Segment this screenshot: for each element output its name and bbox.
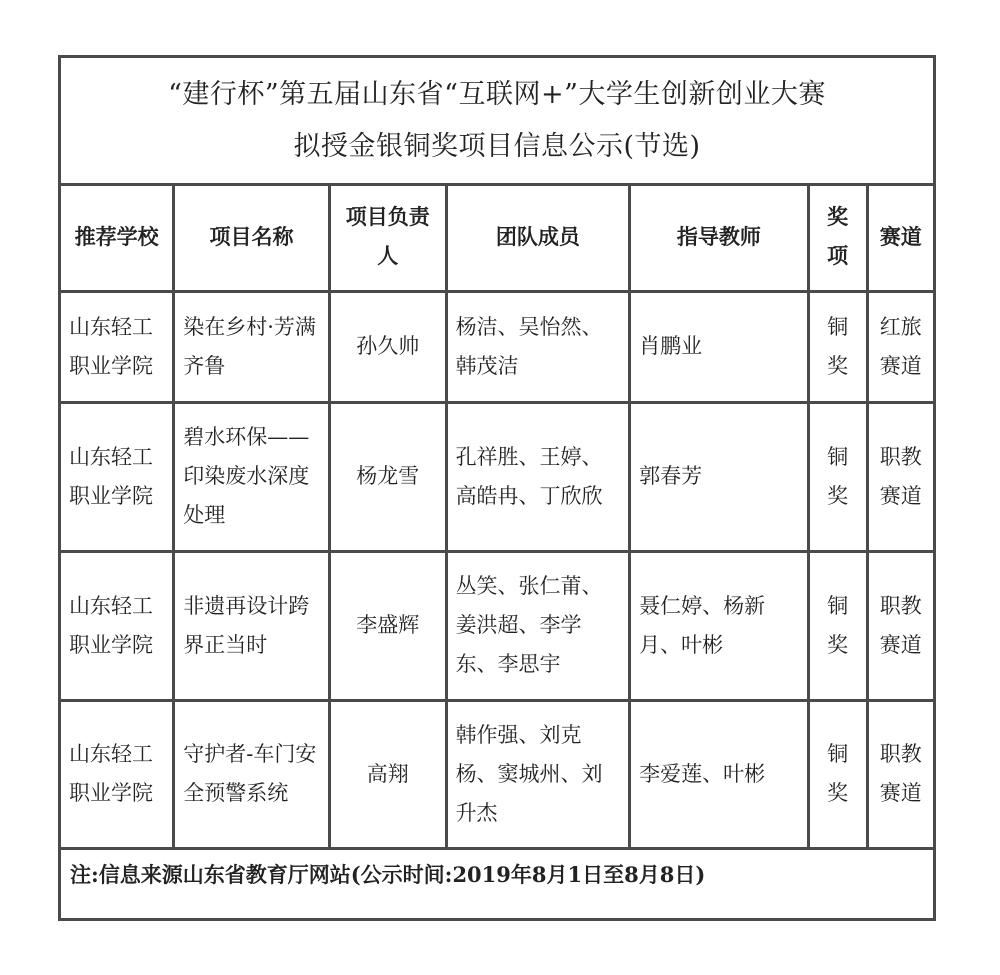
cell-project: 碧水环保——印染废水深度处理 [174, 402, 330, 551]
cell-leader: 李盛辉 [329, 551, 446, 700]
cell-track: 职教赛道 [867, 402, 933, 551]
title-line-1: “建行杯”第五届山东省“互联网+”大学生创新创业大赛 [168, 78, 826, 110]
cell-members: 杨洁、吴怡然、韩茂洁 [446, 291, 630, 402]
cell-leader: 高翔 [329, 700, 446, 848]
table-row [61, 291, 933, 402]
cell-leader: 杨龙雪 [329, 402, 446, 551]
cell-members: 丛笑、张仁莆、姜洪超、李学东、李思宇 [446, 551, 630, 700]
cell-track: 职教赛道 [867, 551, 933, 700]
table-header-row [61, 183, 933, 291]
cell-award: 铜奖 [808, 291, 867, 402]
cell-track: 职教赛道 [867, 700, 933, 848]
cell-school: 山东轻工职业学院 [61, 402, 174, 551]
cell-project: 染在乡村·芳满齐鲁 [174, 291, 330, 402]
cell-advisor: 郭春芳 [630, 402, 809, 551]
table-row [61, 551, 933, 700]
cell-members: 韩作强、刘克杨、窦城州、刘升杰 [446, 700, 630, 848]
header-track: 赛道 [867, 183, 933, 291]
header-members: 团队成员 [446, 183, 630, 291]
cell-members: 孔祥胜、王婷、高皓冉、丁欣欣 [446, 402, 630, 551]
cell-school: 山东轻工职业学院 [61, 700, 174, 848]
cell-award: 铜奖 [808, 700, 867, 848]
header-school: 推荐学校 [61, 183, 174, 291]
cell-track: 红旅赛道 [867, 291, 933, 402]
cell-school: 山东轻工职业学院 [61, 551, 174, 700]
cell-award: 铜奖 [808, 551, 867, 700]
cell-advisor: 肖鹏业 [630, 291, 809, 402]
title-block [61, 58, 933, 186]
source-note: 注:信息来源山东省教育厅网站(公示时间:2019年8月1日至8月8日) [61, 847, 933, 918]
header-award: 奖项 [808, 183, 867, 291]
cell-leader: 孙久帅 [329, 291, 446, 402]
award-table [61, 183, 933, 850]
cell-advisor: 聂仁婷、杨新月、叶彬 [630, 551, 809, 700]
table-row [61, 700, 933, 848]
announcement-frame [58, 55, 936, 921]
cell-project: 守护者-车门安全预警系统 [174, 700, 330, 848]
cell-advisor: 李爱莲、叶彬 [630, 700, 809, 848]
header-project: 项目名称 [174, 183, 330, 291]
cell-school: 山东轻工职业学院 [61, 291, 174, 402]
header-leader: 项目负责人 [329, 183, 446, 291]
table-row [61, 402, 933, 551]
cell-award: 铜奖 [808, 402, 867, 551]
header-advisor: 指导教师 [630, 183, 809, 291]
cell-project: 非遗再设计跨界正当时 [174, 551, 330, 700]
title-line-2: 拟授金银铜奖项目信息公示(节选) [293, 130, 701, 162]
